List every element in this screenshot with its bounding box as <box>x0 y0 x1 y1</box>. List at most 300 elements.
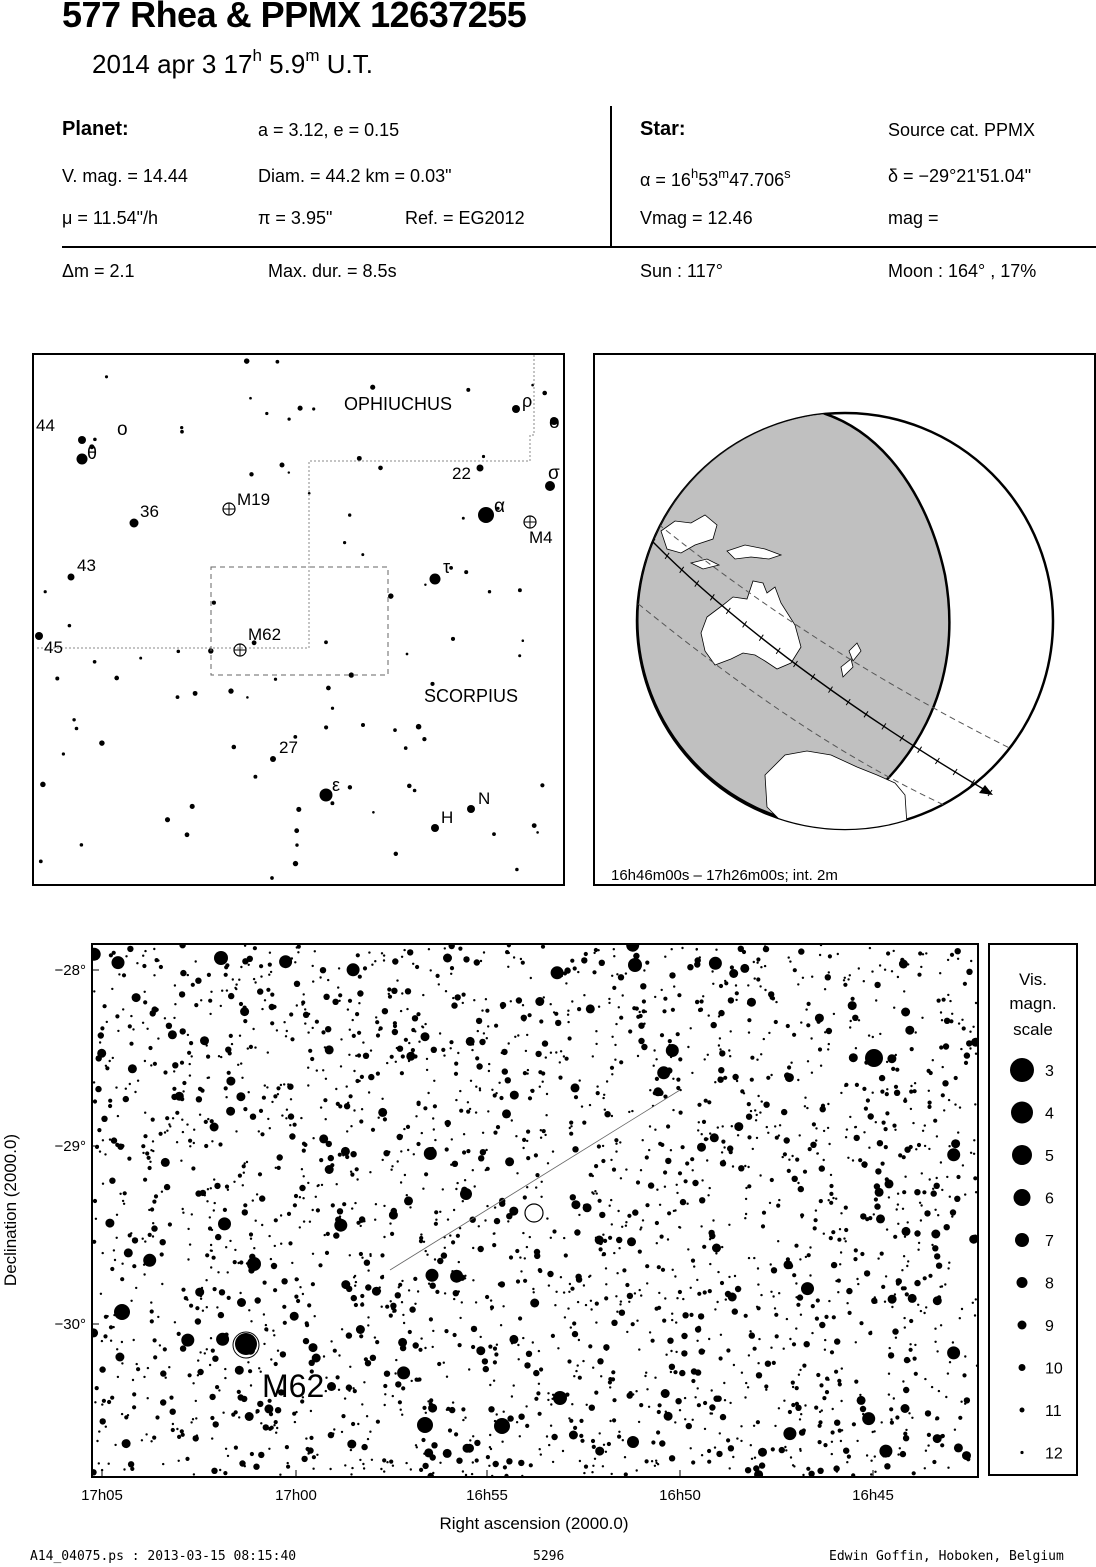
detail-star <box>799 1448 801 1450</box>
detail-star <box>750 1110 752 1112</box>
detail-star <box>823 1159 825 1161</box>
detail-star <box>792 1386 794 1388</box>
detail-star <box>711 970 713 972</box>
detail-star <box>462 1200 464 1202</box>
detail-star <box>720 1334 722 1336</box>
detail-star <box>514 1036 516 1038</box>
detail-star <box>772 1361 776 1365</box>
finder-star <box>55 677 59 681</box>
detail-star <box>239 1002 243 1006</box>
detail-star <box>895 1415 899 1419</box>
detail-star <box>237 1064 239 1066</box>
detail-star <box>560 1276 562 1278</box>
detail-star <box>654 1377 656 1379</box>
detail-star <box>795 1282 797 1284</box>
detail-star <box>729 1467 731 1469</box>
finder-star <box>75 727 79 731</box>
detail-star <box>594 1190 596 1192</box>
detail-star <box>171 1428 175 1432</box>
detail-star <box>808 1290 812 1294</box>
detail-star <box>920 1204 922 1206</box>
detail-star <box>329 1468 331 1470</box>
detail-star <box>670 1149 672 1151</box>
detail-star <box>899 960 908 969</box>
detail-star <box>639 1228 641 1230</box>
detail-star <box>242 1164 246 1168</box>
detail-star <box>386 1062 388 1064</box>
detail-star <box>455 1188 457 1190</box>
detail-star <box>856 1440 858 1442</box>
detail-star <box>144 991 146 993</box>
detail-star <box>294 1194 298 1198</box>
detail-star <box>186 1299 188 1301</box>
detail-star <box>400 1181 402 1183</box>
detail-star <box>822 1396 826 1400</box>
detail-star <box>270 1021 274 1025</box>
detail-star <box>909 1319 913 1323</box>
detail-star <box>467 1101 469 1103</box>
detail-star <box>843 1237 845 1239</box>
detail-star <box>734 1122 743 1131</box>
detail-star <box>106 1021 108 1023</box>
label-43: 43 <box>77 556 96 575</box>
constellation-ophiuchus: OPHIUCHUS <box>344 394 453 414</box>
detail-star <box>338 1153 342 1157</box>
detail-star <box>222 1412 224 1414</box>
detail-star <box>407 949 413 955</box>
detail-star <box>215 1385 219 1389</box>
detail-star <box>204 1352 206 1354</box>
detail-star <box>615 1295 617 1297</box>
detail-star <box>525 1424 529 1428</box>
detail-star <box>122 973 126 977</box>
detail-star <box>338 1104 342 1108</box>
detail-star <box>235 1366 244 1375</box>
detail-star <box>257 988 263 994</box>
detail-star <box>147 1397 149 1399</box>
detail-star <box>539 1019 543 1023</box>
detail-star <box>681 1333 687 1339</box>
detail-star <box>939 972 941 974</box>
detail-star <box>904 1147 910 1153</box>
detail-star <box>225 1096 227 1098</box>
detail-star <box>857 1283 859 1285</box>
detail-star <box>355 1012 359 1016</box>
detail-star <box>242 1184 244 1186</box>
detail-star <box>903 1387 909 1393</box>
detail-star <box>602 1097 604 1099</box>
detail-star <box>404 1196 413 1205</box>
detail-star <box>260 1422 262 1424</box>
detail-star <box>319 1158 323 1162</box>
detail-star <box>316 1069 318 1071</box>
detail-star <box>637 1055 639 1057</box>
legend-dot-icon <box>1010 1058 1034 1082</box>
detail-star <box>152 1140 154 1142</box>
detail-star <box>115 1086 117 1088</box>
detail-star <box>947 959 949 961</box>
detail-star <box>476 1063 482 1069</box>
detail-star <box>761 1100 763 1102</box>
detail-star <box>185 1457 189 1461</box>
detail-star <box>673 985 675 987</box>
detail-star <box>315 1020 319 1024</box>
detail-star <box>884 1145 888 1149</box>
detail-star <box>954 1443 963 1452</box>
detail-star <box>855 1047 857 1049</box>
detail-star <box>479 1039 485 1045</box>
detail-star <box>502 1305 504 1307</box>
detail-star <box>526 1034 528 1036</box>
detail-star <box>974 1314 976 1316</box>
detail-star <box>159 1344 161 1346</box>
detail-star <box>534 1397 538 1401</box>
detail-star <box>765 1389 767 1391</box>
star-source: Source cat. PPMX <box>888 120 1036 140</box>
detail-star <box>310 1057 314 1061</box>
detail-star <box>263 1343 265 1345</box>
detail-star <box>814 1406 818 1410</box>
detail-star <box>465 1474 467 1476</box>
detail-star <box>762 1211 766 1215</box>
detail-star <box>273 1334 275 1336</box>
detail-star <box>226 1107 235 1116</box>
detail-star <box>764 989 766 991</box>
detail-star <box>811 976 813 978</box>
detail-star <box>657 1265 661 1269</box>
detail-star <box>920 966 922 968</box>
detail-star <box>766 1076 770 1080</box>
detail-star <box>382 1458 386 1462</box>
detail-star <box>720 1281 724 1285</box>
detail-star <box>949 1196 951 1198</box>
detail-star <box>150 1319 154 1323</box>
detail-star <box>95 1218 97 1220</box>
detail-star <box>897 1223 899 1225</box>
detail-star <box>268 1448 270 1450</box>
detail-star <box>143 1178 147 1182</box>
detail-star <box>640 983 646 989</box>
detail-star <box>426 1058 428 1060</box>
detail-star <box>494 1352 498 1356</box>
detail-star <box>799 1258 801 1260</box>
detail-star <box>763 1038 765 1040</box>
detail-star <box>817 1468 823 1474</box>
finder-star <box>139 657 142 660</box>
detail-star <box>516 997 522 1003</box>
detail-star <box>885 1275 887 1277</box>
detail-star <box>904 1098 906 1100</box>
detail-star <box>924 1145 926 1147</box>
detail-star <box>934 1183 940 1189</box>
detail-star <box>728 1049 730 1051</box>
detail-star <box>557 1347 559 1349</box>
detail-star <box>547 1162 549 1164</box>
detail-star <box>123 1203 125 1205</box>
detail-star <box>614 1138 618 1142</box>
detail-star <box>656 1430 660 1434</box>
detail-star <box>115 1353 124 1362</box>
detail-star <box>807 1253 811 1257</box>
detail-star <box>552 1229 556 1233</box>
detail-star <box>304 1008 306 1010</box>
detail-star <box>779 1447 785 1453</box>
detail-star <box>815 1317 819 1321</box>
detail-star <box>189 1304 193 1308</box>
detail-star <box>350 1173 354 1177</box>
detail-star <box>594 1458 596 1460</box>
detail-star <box>401 992 403 994</box>
detail-star <box>525 1405 527 1407</box>
detail-star <box>264 1281 266 1283</box>
detail-star <box>198 1087 202 1091</box>
detail-star <box>271 1101 273 1103</box>
detail-star <box>830 1350 834 1354</box>
detail-star <box>324 1234 326 1236</box>
detail-star <box>258 1452 264 1458</box>
detail-star <box>121 1413 123 1415</box>
label-alpha: α <box>494 496 505 517</box>
detail-star <box>723 1382 725 1384</box>
detail-star <box>468 1368 470 1370</box>
detail-star <box>526 1156 530 1160</box>
detail-star <box>882 1455 884 1457</box>
detail-star <box>592 1445 596 1449</box>
detail-star <box>676 1297 678 1299</box>
detail-star <box>828 954 832 958</box>
footer-event-number: 5296 <box>533 1549 565 1564</box>
detail-star <box>367 1324 369 1326</box>
detail-star <box>932 1188 934 1190</box>
detail-star <box>412 963 414 965</box>
detail-star <box>851 997 855 1001</box>
detail-star <box>357 1031 361 1035</box>
detail-star <box>716 1451 722 1457</box>
detail-star <box>396 979 398 981</box>
detail-star <box>493 1232 495 1234</box>
detail-star <box>483 1366 489 1372</box>
detail-star <box>115 1014 119 1018</box>
detail-star <box>834 1420 840 1426</box>
detail-star <box>618 1431 620 1433</box>
detail-star <box>388 995 392 999</box>
detail-star <box>595 1321 597 1323</box>
detail-star <box>799 1429 805 1435</box>
finder-star <box>114 676 119 681</box>
detail-star <box>182 1090 184 1092</box>
detail-bright-star <box>114 1304 130 1320</box>
detail-star <box>277 1350 279 1352</box>
detail-star <box>964 1355 966 1357</box>
detail-star <box>527 1069 529 1071</box>
detail-star <box>794 1244 798 1248</box>
detail-star <box>266 1086 268 1088</box>
detail-star <box>747 1018 751 1022</box>
detail-star <box>478 1155 484 1161</box>
finder-bright-star <box>78 436 86 444</box>
detail-star <box>901 1404 910 1413</box>
detail-star <box>182 1131 184 1133</box>
detail-star <box>98 1032 104 1038</box>
detail-star <box>807 1002 811 1006</box>
finder-star <box>406 653 409 656</box>
detail-star <box>280 1351 286 1357</box>
detail-star <box>215 1234 221 1240</box>
detail-star <box>485 998 487 1000</box>
detail-star <box>728 1224 730 1226</box>
detail-star <box>692 1419 694 1421</box>
detail-star <box>214 1202 216 1204</box>
detail-star <box>441 1252 447 1258</box>
detail-star <box>110 1340 112 1342</box>
detail-star <box>535 1051 541 1057</box>
detail-star <box>940 1324 942 1326</box>
detail-star <box>859 1397 861 1399</box>
detail-star <box>319 1134 328 1143</box>
detail-star <box>95 1386 99 1390</box>
detail-star <box>747 1135 751 1139</box>
detail-star <box>597 949 599 951</box>
detail-star <box>840 1440 842 1442</box>
detail-star <box>240 966 242 968</box>
detail-star <box>861 1161 867 1167</box>
detail-star <box>410 1468 412 1470</box>
detail-star <box>294 1295 298 1299</box>
detail-star <box>413 1153 415 1155</box>
detail-star <box>695 1369 701 1375</box>
detail-star <box>761 1224 765 1228</box>
detail-star <box>903 1432 907 1436</box>
detail-star <box>202 1310 204 1312</box>
detail-star <box>379 1290 381 1292</box>
detail-star <box>450 1047 452 1049</box>
detail-star <box>422 1463 428 1469</box>
detail-star <box>694 1396 696 1398</box>
detail-star <box>365 1284 371 1290</box>
detail-star <box>136 962 138 964</box>
detail-star <box>765 1361 771 1367</box>
detail-star <box>421 1132 423 1134</box>
detail-star <box>426 1269 439 1282</box>
detail-star <box>879 1445 892 1458</box>
detail-star <box>479 1089 481 1091</box>
detail-star <box>181 1288 185 1292</box>
detail-star <box>829 1184 833 1188</box>
detail-star <box>922 1130 924 1132</box>
detail-star <box>819 1199 823 1203</box>
detail-star <box>844 1228 848 1232</box>
detail-star <box>593 952 595 954</box>
detail-star <box>516 1421 518 1423</box>
detail-star <box>598 1006 600 1008</box>
minutes-text: 5.9 <box>261 49 306 79</box>
detail-star <box>291 957 293 959</box>
detail-star <box>599 1212 605 1218</box>
detail-star <box>442 1188 444 1190</box>
detail-star <box>332 1433 334 1435</box>
detail-star <box>516 1172 518 1174</box>
detail-star <box>728 1276 730 1278</box>
detail-star <box>376 1072 380 1076</box>
detail-star <box>849 1116 851 1118</box>
detail-star <box>618 1006 620 1008</box>
detail-star <box>173 1070 175 1072</box>
detail-star <box>189 1041 193 1045</box>
detail-star <box>551 966 564 979</box>
detail-star <box>435 1290 439 1294</box>
detail-star <box>530 1089 534 1093</box>
detail-star <box>248 1309 250 1311</box>
detail-star <box>806 1467 810 1471</box>
detail-star <box>234 1410 238 1414</box>
detail-star <box>459 1317 461 1319</box>
detail-star <box>702 995 704 997</box>
detail-star <box>823 1130 825 1132</box>
detail-star <box>303 1175 305 1177</box>
detail-star <box>93 1199 97 1203</box>
detail-star <box>837 953 839 955</box>
detail-star <box>789 960 791 962</box>
detail-star <box>611 1036 613 1038</box>
detail-star <box>471 1049 473 1051</box>
detail-star <box>654 996 656 998</box>
detail-star <box>361 1403 363 1405</box>
detail-star <box>128 1461 134 1467</box>
detail-star <box>622 994 624 996</box>
detail-star <box>663 1170 667 1174</box>
detail-star <box>395 1292 401 1298</box>
detail-star <box>494 1206 496 1208</box>
detail-star <box>182 1081 186 1085</box>
detail-star <box>947 1467 949 1469</box>
detail-star <box>804 1105 806 1107</box>
detail-star <box>359 1459 361 1461</box>
detail-star <box>707 1100 711 1104</box>
detail-star <box>518 1316 522 1320</box>
detail-star <box>817 1152 819 1154</box>
finder-star <box>407 784 412 789</box>
detail-star <box>418 1041 420 1043</box>
detail-star <box>353 1109 355 1111</box>
detail-star <box>914 1344 916 1346</box>
detail-star <box>898 1153 902 1157</box>
detail-star <box>286 1030 288 1032</box>
detail-star <box>947 994 949 996</box>
label-45: 45 <box>44 638 63 657</box>
detail-star <box>452 997 454 999</box>
detail-star <box>697 1103 701 1107</box>
detail-star <box>246 1013 248 1015</box>
detail-star <box>392 1465 394 1467</box>
detail-star <box>892 1328 898 1334</box>
detail-star <box>414 1030 416 1032</box>
finder-star <box>348 785 352 789</box>
detail-star <box>671 1008 675 1012</box>
detail-star <box>614 1044 616 1046</box>
finder-star <box>536 831 539 834</box>
detail-star <box>595 1030 597 1032</box>
detail-star <box>311 1282 315 1286</box>
finder-star <box>422 737 426 741</box>
detail-star <box>484 1219 486 1221</box>
finder-bright-star <box>68 574 75 581</box>
detail-star <box>552 1150 554 1152</box>
detail-star <box>368 1091 370 1093</box>
detail-star <box>609 1420 611 1422</box>
detail-star <box>651 1440 655 1444</box>
detail-star <box>969 1047 971 1049</box>
detail-star <box>927 1105 931 1109</box>
